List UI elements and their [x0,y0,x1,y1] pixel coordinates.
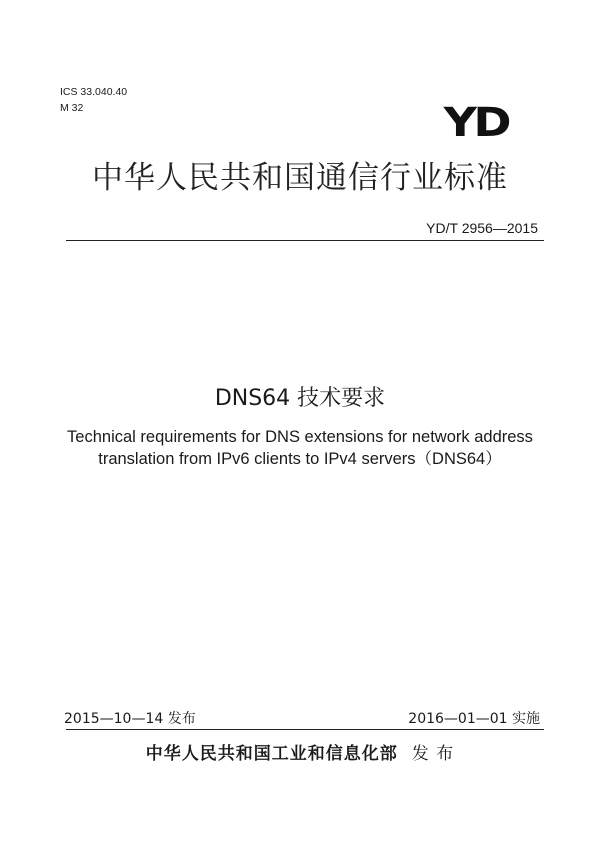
bottom-divider [66,729,544,730]
publish-date: 2015—10—14 发布 [64,711,196,727]
document-title-en [0,426,600,470]
document-title-en-line2: translation from IPv6 clients to IPv4 servers（DNS64） [98,450,502,468]
top-divider [66,240,544,241]
yd-logo: YD [443,100,508,146]
classification-block [60,84,127,116]
ics-code: ICS 33.040.40 [60,86,128,98]
issuer-name: 中华人民共和国工业和信息化部 [145,744,398,764]
standard-number: YD/T 2956—2015 [426,220,538,236]
issuer-suffix: 发 布 [411,744,455,764]
implement-date: 2016—01—01 实施 [408,711,540,727]
document-title-cn: DNS64 技术要求 [214,386,386,411]
document-title-en-line1: Technical requirements for DNS extensions for network address [67,428,533,446]
standard-title: 中华人民共和国通信行业标准 [92,160,508,196]
issuer-line [0,739,600,764]
ccs-code: M 32 [60,102,84,114]
